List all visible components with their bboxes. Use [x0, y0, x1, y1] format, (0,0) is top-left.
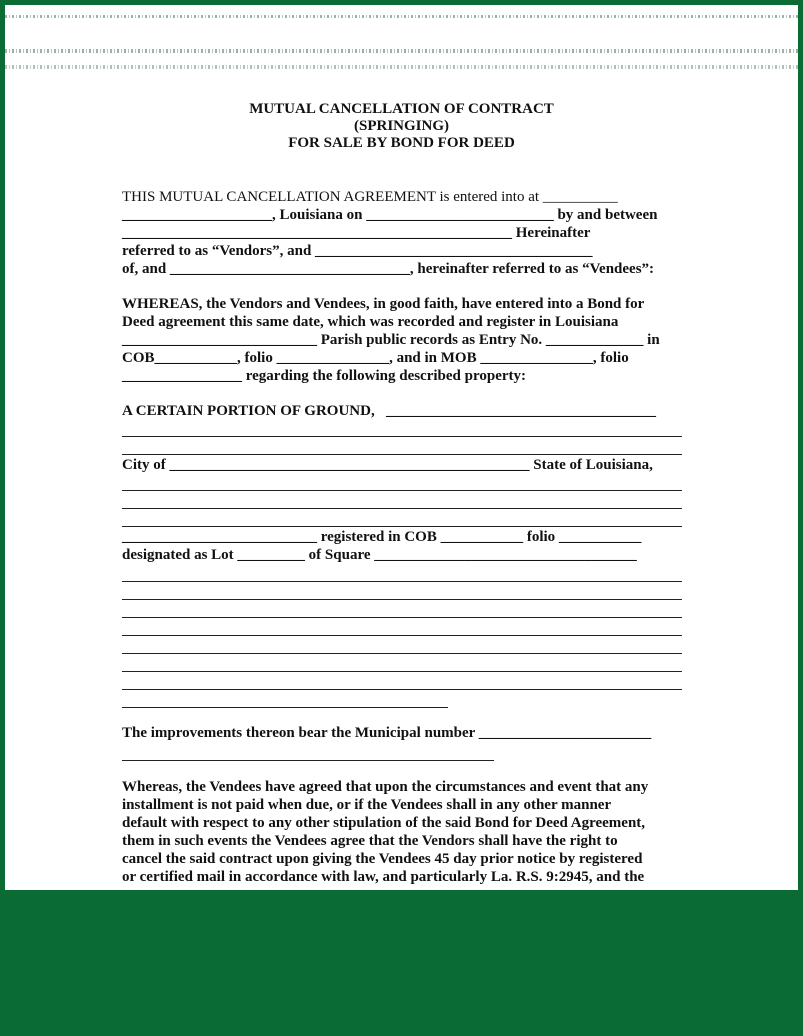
body-line: Whereas, the Vendees have agreed that upon the circumstances and event that any: [122, 779, 649, 795]
blank-line: [122, 581, 682, 582]
blank-line: [122, 653, 682, 654]
body-line: The improvements thereon bear the Municipal number _______________________: [122, 725, 652, 741]
body-line: A CERTAIN PORTION OF GROUND, ____________________________________: [122, 403, 656, 419]
title-line: (SPRINGING): [353, 118, 449, 134]
document-title: [5, 101, 798, 152]
scan-artifact: [5, 49, 798, 53]
body-line: THIS MUTUAL CANCELLATION AGREEMENT is entered into at __________: [122, 189, 618, 205]
body-line: default with respect to any other stipulation of the said Bond for Deed Agreement,: [122, 815, 646, 831]
blank-line: [122, 599, 682, 600]
blank-line: [122, 689, 682, 690]
body-line: or certified mail in accordance with law, and particularly La. R.S. 9:2945, and the: [122, 869, 645, 885]
blank-line: [122, 526, 682, 527]
body-line: installment is not paid when due, or if the Vendees shall in any other manner: [122, 797, 612, 813]
body-line: Deed agreement this same date, which was recorded and register in Louisiana: [122, 314, 619, 330]
body-line: COB___________, folio _______________, and in MOB _______________, folio: [122, 350, 629, 366]
blank-line: [122, 454, 682, 455]
blank-line: [122, 490, 682, 491]
blank-line: [122, 436, 682, 437]
body-line: ____________________, Louisiana on _________________________ by and between: [122, 207, 658, 223]
body-line: __________________________ Parish public records as Entry No. _____________ in: [122, 332, 660, 348]
blank-line: [122, 635, 682, 636]
title-line: FOR SALE BY BOND FOR DEED: [288, 135, 515, 151]
scan-artifact: [5, 65, 798, 69]
body-line: referred to as “Vendors”, and _____________________________________: [122, 243, 593, 259]
blank-line: [122, 760, 494, 761]
document-page: [5, 5, 798, 890]
body-line: ________________ regarding the following described property:: [122, 368, 527, 384]
body-line: ____________________________________________________ Hereinafter: [122, 225, 591, 241]
scan-artifact: [5, 15, 798, 18]
body-line: __________________________ registered in COB ___________ folio ___________: [122, 529, 642, 545]
body-line: cancel the said contract upon giving the Vendees 45 day prior notice by registered: [122, 851, 643, 867]
body-line: City of ________________________________________________ State of Louisiana,: [122, 457, 653, 473]
body-line: them in such events the Vendees agree that the Vendors shall have the right to: [122, 833, 618, 849]
footer-band: [0, 890, 803, 1036]
blank-line: [122, 617, 682, 618]
title-line: MUTUAL CANCELLATION OF CONTRACT: [249, 101, 554, 117]
body-line: of, and ________________________________, hereinafter referred to as “Vendees”:: [122, 261, 655, 277]
blank-line: [122, 508, 682, 509]
blank-line: [122, 671, 682, 672]
body-line: WHEREAS, the Vendors and Vendees, in good faith, have entered into a Bond for: [122, 296, 645, 312]
blank-line: [122, 707, 448, 708]
body-line: designated as Lot _________ of Square ___________________________________: [122, 547, 637, 563]
